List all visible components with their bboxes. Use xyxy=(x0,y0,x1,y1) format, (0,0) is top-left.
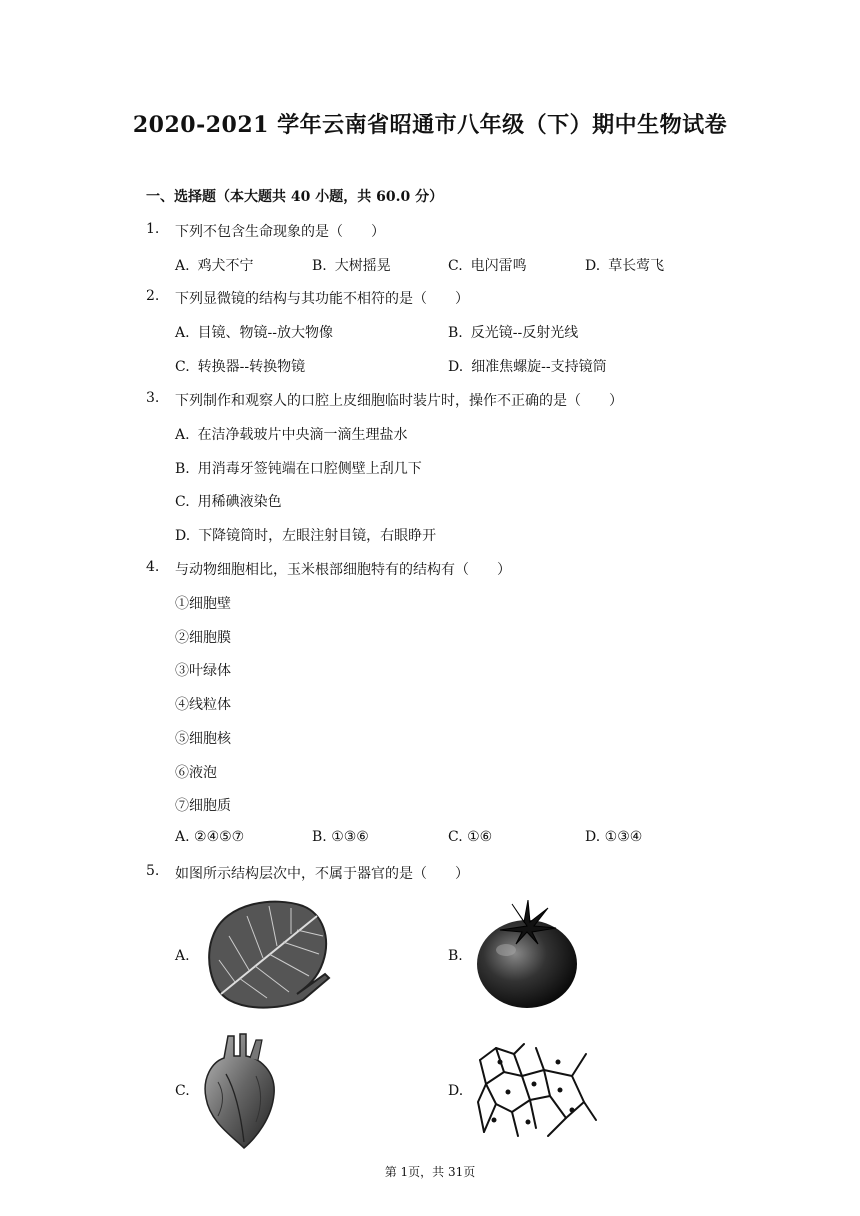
option-c: C. 转换器--转换物镜 xyxy=(175,359,306,375)
option-a: A. 在洁净载玻片中央滴一滴生理盐水 xyxy=(175,427,408,443)
structure-item: ⑥液泡 xyxy=(175,765,217,781)
page-title: 2020-2021 学年云南省昭通市八年级（下）期中生物试卷 xyxy=(132,112,728,138)
option-a-label: A. xyxy=(175,948,190,964)
option-a: A. ②④⑤⑦ xyxy=(175,829,245,845)
option-b: B. ①③⑥ xyxy=(312,829,369,845)
structure-item: ③叶绿体 xyxy=(175,663,231,679)
option-c: C. 用稀碘液染色 xyxy=(175,494,282,510)
leaf-image xyxy=(205,896,333,1014)
question-number: 3. xyxy=(146,390,160,406)
page-footer: 第 1页，共 31页 xyxy=(384,1165,476,1179)
question-number: 4. xyxy=(146,559,160,575)
question-text: 与动物细胞相比，玉米根部细胞特有的结构有（ ） xyxy=(175,562,511,578)
section-heading: 一、选择题（本大题共 40 小题，共 60.0 分） xyxy=(146,189,444,205)
heart-image xyxy=(200,1032,282,1150)
question-text: 下列制作和观察人的口腔上皮细胞临时装片时，操作不正确的是（ ） xyxy=(175,393,623,409)
option-b-label: B. xyxy=(448,948,463,964)
tomato-image xyxy=(472,900,582,1010)
option-d: D. 下降镜筒时，左眼注射目镜，右眼睁开 xyxy=(175,528,437,544)
question-number: 2. xyxy=(146,288,160,304)
option-c: C. ①⑥ xyxy=(448,829,493,845)
option-b: B. 反光镜--反射光线 xyxy=(448,325,579,341)
cells-image xyxy=(474,1040,600,1138)
option-d: D. 草长莺飞 xyxy=(585,258,665,274)
option-a: A. 鸡犬不宁 xyxy=(175,258,254,274)
option-d: D. ①③④ xyxy=(585,829,643,845)
structure-item: ⑦细胞质 xyxy=(175,798,231,814)
option-c-label: C. xyxy=(175,1083,190,1099)
question-text: 下列不包含生命现象的是（ ） xyxy=(175,224,385,240)
option-d-label: D. xyxy=(448,1083,464,1099)
structure-item: ⑤细胞核 xyxy=(175,731,231,747)
option-b: B. 大树摇晃 xyxy=(312,258,391,274)
question-number: 1. xyxy=(146,221,160,237)
question-text: 如图所示结构层次中，不属于器官的是（ ） xyxy=(175,866,469,882)
option-c: C. 电闪雷鸣 xyxy=(448,258,527,274)
structure-item: ④线粒体 xyxy=(175,697,231,713)
option-b: B. 用消毒牙签钝端在口腔侧壁上刮几下 xyxy=(175,461,422,477)
option-d: D. 细准焦螺旋--支持镜筒 xyxy=(448,359,607,375)
structure-item: ②细胞膜 xyxy=(175,630,231,646)
question-text: 下列显微镜的结构与其功能不相符的是（ ） xyxy=(175,291,469,307)
question-number: 5. xyxy=(146,863,160,879)
structure-item: ①细胞壁 xyxy=(175,596,231,612)
option-a: A. 目镜、物镜--放大物像 xyxy=(175,325,334,341)
